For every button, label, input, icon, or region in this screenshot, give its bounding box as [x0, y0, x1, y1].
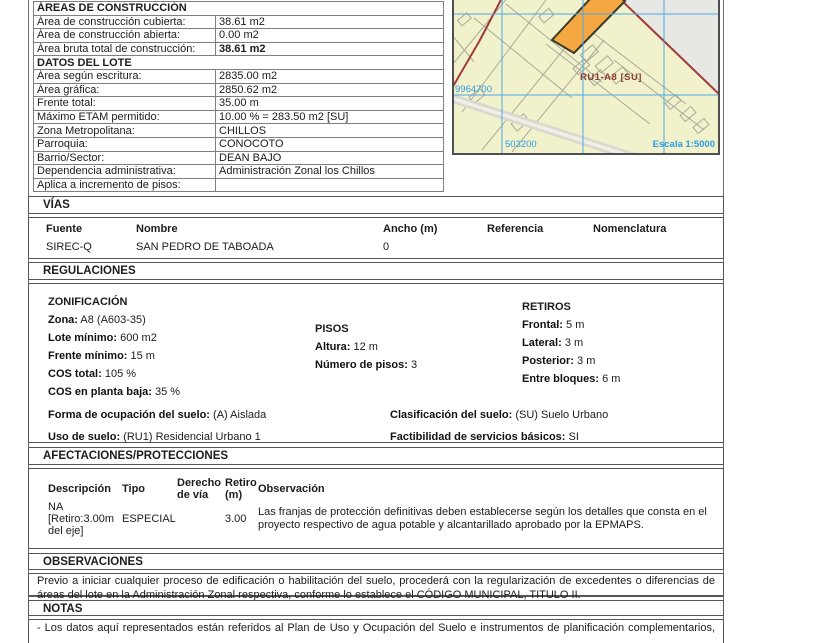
row-value: CHILLOS: [216, 124, 444, 138]
row-value: 38.61 m2: [216, 42, 444, 56]
regulaciones-section-body: [28, 283, 724, 443]
pisos-title: PISOS: [315, 323, 349, 335]
row-value: [216, 178, 444, 192]
retiro-posterior: Posterior: 3 m: [522, 355, 596, 367]
vias-section-body: [28, 217, 724, 259]
clasificacion-suelo: Clasificación del suelo: (SU) Suelo Urbano: [390, 409, 609, 421]
row-label: Área de construcción abierta:: [34, 29, 216, 43]
row-label: Área de construcción cubierta:: [34, 15, 216, 29]
zona: Zona: A8 (A603-35): [48, 314, 146, 326]
row-value: 2835.00 m2: [216, 69, 444, 83]
retiro-frontal: Frontal: 5 m: [522, 319, 585, 331]
afect-col-retiro: Retiro (m): [225, 477, 257, 501]
afect-descripcion-l2: [Retiro:3.00m: [48, 513, 115, 525]
retiros-title: RETIROS: [522, 301, 571, 313]
via-fuente: SIREC-Q: [46, 241, 92, 253]
row-value: 10.00 % = 283.50 m2 [SU]: [216, 110, 444, 124]
row-label: Zona Metropolitana:: [34, 124, 216, 138]
regulaciones-section-header: REGULACIONES: [28, 262, 724, 280]
row-label: Dependencia administrativa:: [34, 165, 216, 179]
retiro-entre-bloques: Entre bloques: 6 m: [522, 373, 621, 385]
row-label: Parroquia:: [34, 137, 216, 151]
zonificacion-title: ZONIFICACIÓN: [48, 296, 128, 308]
row-label: Máximo ETAM permitido:: [34, 110, 216, 124]
via-ancho: 0: [383, 241, 390, 253]
afect-tipo: ESPECIAL: [122, 513, 176, 525]
afect-observacion: Las franjas de protección definitivas deben establecerse según los detalles que consta en el proyecto respectivo de agua potable y alcantarillado aprobado por la EPMAPS.: [258, 506, 707, 531]
vias-col-referencia: Referencia: [487, 223, 544, 235]
afect-col-descripcion: Descripción: [48, 483, 111, 495]
observaciones-section-header: OBSERVACIONES: [28, 553, 724, 570]
uso-suelo: Uso de suelo: (RU1) Residencial Urbano 1: [48, 431, 261, 443]
forma-ocupacion: Forma de ocupación del suelo: (A) Aislada: [48, 409, 267, 421]
row-value: 0.00 m2: [216, 29, 444, 43]
row-value: CONOCOTO: [216, 137, 444, 151]
frente-minimo: Frente mínimo: 15 m: [48, 350, 155, 362]
cos-planta-baja: COS en planta baja: 35 %: [48, 386, 181, 398]
row-label: Frente total:: [34, 97, 216, 111]
table-section-header: ÁREAS DE CONSTRUCCIÓN: [34, 2, 444, 16]
row-label: Área bruta total de construcción:: [34, 42, 216, 56]
afect-col-observacion: Observación: [258, 483, 325, 495]
vias-col-ancho: Ancho (m): [383, 223, 438, 235]
observaciones-text: Previo a iniciar cualquier proceso de edificación o habilitación del suelo, procederá con la regularización de excedentes o diferencias de áreas del lote en la Administración Zonal respectiva, conforme lo establece el CÓDIGO MUNICIPAL, TITULO II.: [28, 573, 724, 597]
afect-retiro: 3.00: [225, 513, 247, 525]
row-value: DEAN BAJO: [216, 151, 444, 165]
notas-section-header: NOTAS: [28, 600, 724, 616]
vias-col-fuente: Fuente: [46, 223, 83, 235]
row-label: Área gráfica:: [34, 83, 216, 97]
row-label: Aplica a incremento de pisos:: [34, 178, 216, 192]
cos-total: COS total: 105 %: [48, 368, 137, 380]
row-label: Barrio/Sector:: [34, 151, 216, 165]
map-northing-label: 9964700: [455, 84, 492, 95]
notas-text: - Los datos aquí representados están referidos al Plan de Uso y Ocupación del Suelo e instrumentos de planificación complementarios,: [28, 619, 724, 643]
afect-col-tipo: Tipo: [122, 483, 146, 495]
row-value: 35.00 m: [216, 97, 444, 111]
row-value: 38.61 m2: [216, 15, 444, 29]
retiro-lateral: Lateral: 3 m: [522, 337, 584, 349]
afect-descripcion-l3: del eje]: [48, 525, 84, 537]
table-section-header: DATOS DEL LOTE: [34, 56, 444, 70]
afect-descripcion-l1: NA: [48, 501, 64, 513]
vias-col-nomenclatura: Nomenclatura: [593, 223, 667, 235]
afect-col-derecho: Derecho de vía: [177, 477, 222, 501]
vias-section-header: VÍAS: [28, 196, 724, 214]
afectaciones-section-body: [28, 468, 724, 549]
row-value: 2850.62 m2: [216, 83, 444, 97]
map-easting-label: 503200: [505, 139, 537, 150]
construction-areas-table: [33, 1, 444, 192]
via-nombre: SAN PEDRO DE TABOADA: [136, 241, 274, 253]
map-zone-label: RU1-A8 [SU]: [580, 72, 642, 83]
vias-col-nombre: Nombre: [136, 223, 178, 235]
cadastral-map: [452, 0, 720, 155]
numero-pisos: Número de pisos: 3: [315, 359, 418, 371]
afectaciones-section-header: AFECTACIONES/PROTECCIONES: [28, 447, 724, 465]
factibilidad-servicios: Factibilidad de servicios básicos: SI: [390, 431, 579, 443]
row-label: Área según escritura:: [34, 69, 216, 83]
map-scale-label: Escala 1:5000: [652, 139, 715, 150]
row-value: Administración Zonal los Chillos: [216, 165, 444, 179]
lote-minimo: Lote mínimo: 600 m2: [48, 332, 157, 344]
altura: Altura: 12 m: [315, 341, 378, 353]
